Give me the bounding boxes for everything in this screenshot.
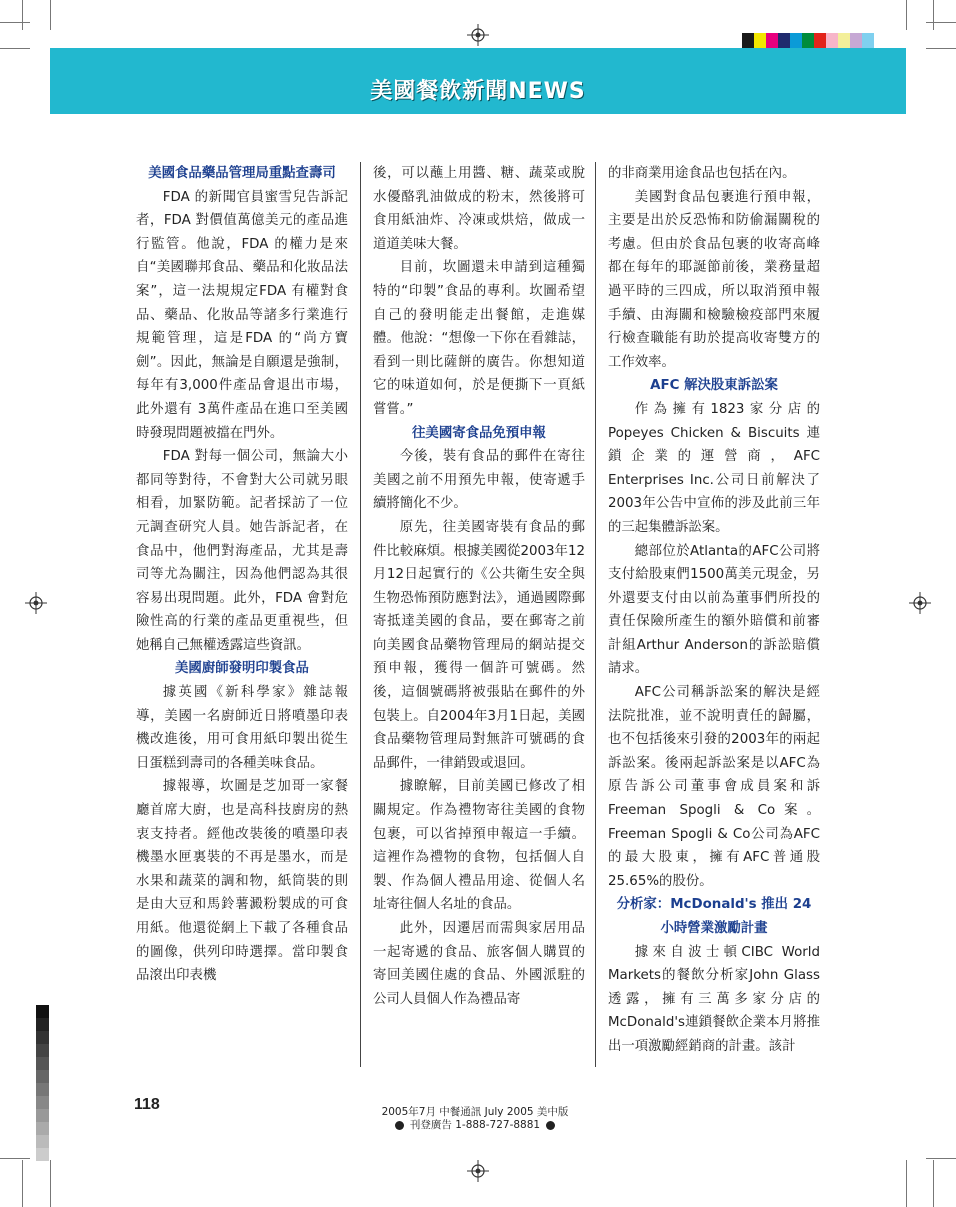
color-swatch <box>754 33 766 48</box>
article-paragraph: FDA 對每一個公司，無論大小都同等對待，不會對大公司就另眼相看，加緊防範。記者採訪了一位元調查研究人員。她告訴記者，在食品中，他們對海產品，尤其是壽司等尤為關注，因為他們認為其很容易出現問題。此外，FDA 會對危險性高的行業的產品更重視些，但她稱自己無權透露這些資訊。 <box>136 449 348 653</box>
gray-swatch <box>36 1148 49 1161</box>
column-divider <box>595 162 596 1067</box>
article-headline: 美國廚師發明印製食品 <box>175 661 309 677</box>
crop-mark <box>926 1158 956 1159</box>
article-column-2 <box>373 162 585 1011</box>
crop-mark <box>933 0 934 30</box>
article-column-1 <box>136 162 348 988</box>
crop-mark <box>926 48 956 49</box>
crop-mark <box>933 1160 934 1207</box>
gray-swatch <box>36 1031 49 1044</box>
registration-mark-icon <box>467 24 489 46</box>
article-paragraph: 目前，坎圖還未申請到這種獨特的“印製”食品的專利。坎圖希望自己的發明能走出餐館，走進媒體。他說：“想像一下你在看雜誌，看到一則比薩餅的廣告。你想知道它的味道如何，於是便撕下一頁紙嘗嘗。” <box>373 260 585 417</box>
article-headline: AFC 解決股東訴訟案 <box>650 378 778 394</box>
gray-swatch <box>36 1057 49 1070</box>
color-swatch <box>838 33 850 48</box>
color-swatch <box>766 33 778 48</box>
crop-mark <box>906 1160 907 1207</box>
article-paragraph: 原先，往美國寄裝有食品的郵件比較麻煩。根據美國從2003年12月12日起實行的《公共衛生安全與生物恐怖預防應對法》，通過國際郵寄抵達美國的食品，要在郵寄之前向美國食品藥物管理局的網站提交預申報，獲得一個許可號碼。然後，這個號碼將被張貼在郵件的外包裝上。自2004年3月1日起，美國食品藥物管理局對無許可號碼的食品郵件，一律銷毀或退回。 <box>373 519 585 771</box>
article-paragraph: 總部位於Atlanta的AFC公司將支付給股東們1500萬美元現金，另外還要支付由以前為董事們所投的責任保險所產生的額外賠償和前審計組Arthur Anderson的訴訟賠償請求。 <box>608 543 820 677</box>
article-paragraph: AFC公司稱訴訟案的解決是經法院批准，並不說明責任的歸屬，也不包括後來引發的2003年的兩起訴訟案。後兩起訴訟案是以AFC為原告訴公司董事會成員案和訴 Freeman Spogli & Co案。Freeman Spogli & Co公司為AFC的最大股東，擁有AFC普通股25.65%的股份。 <box>608 685 820 889</box>
footer-ad-line <box>330 1119 620 1132</box>
article-column-3 <box>608 162 820 1059</box>
section-title: 美國餐飲新聞NEWS <box>370 79 586 104</box>
article-paragraph: 據來自波士頓CIBC World Markets的餐飲分析家John Glass透露，擁有三萬多家分店的McDonald's連鎖餐飲企業本月將推出一項激勵經銷商的計畫。該計 <box>608 944 820 1054</box>
gray-swatch <box>36 1044 49 1057</box>
page-number: 118 <box>134 1096 160 1113</box>
registration-mark-icon <box>467 1160 489 1182</box>
gray-swatch <box>36 1122 49 1135</box>
color-swatch <box>790 33 802 48</box>
article-paragraph: 作為擁有1823家分店的Popeyes Chicken & Biscuits 連鎖企業的運營商，AFC Enterprises Inc.公司日前解決了2003年公告中宣佈的涉及此前三年的三起集體訴訟案。 <box>608 401 820 535</box>
color-swatch <box>826 33 838 48</box>
article-paragraph: 據英國《新科學家》雜誌報導，美國一名廚師近日將噴墨印表機改進後，用可食用紙印製出從生日蛋糕到壽司的各種美味食品。 <box>136 685 348 771</box>
grayscale-calibration-strip <box>36 1005 49 1161</box>
footer-ad-text: 刊登廣告 1-888-727-8881 <box>409 1119 541 1131</box>
footer-publication-line: 2005年7月 中餐通訊 July 2005 美中版 <box>381 1106 569 1118</box>
bullet-icon <box>546 1121 555 1130</box>
registration-mark-icon <box>909 592 931 614</box>
gray-swatch <box>36 1083 49 1096</box>
article-paragraph: 此外，因遷居而需與家居用品一起寄遞的食品、旅客個人購買的寄回美國住處的食品、外國派駐的公司人員個人作為禮品寄 <box>373 921 585 1007</box>
gray-swatch <box>36 1135 49 1148</box>
article-paragraph: 據報導，坎圖是芝加哥一家餐廳首席大廚，也是高科技廚房的熱衷支持者。經他改裝後的噴墨印表機墨水匣裏裝的不再是墨水，而是水果和蔬菜的調和物，紙筒裝的則是由大豆和馬鈴薯澱粉製成的可食用紙。他還從網上下載了各種食品的圖像，供列印時選擇。當印製食品滾出印表機 <box>136 779 348 984</box>
color-swatch <box>802 33 814 48</box>
article-paragraph: 今後，裝有食品的郵件在寄往美國之前不用預先申報，使寄遞手續將簡化不少。 <box>373 449 585 512</box>
crop-mark <box>50 0 51 30</box>
article-headline: 分析家：McDonald's 推出 24 小時營業激勵計畫 <box>616 897 812 936</box>
article-paragraph: 的非商業用途食品也包括在內。 <box>608 166 796 181</box>
color-swatch <box>814 33 826 48</box>
crop-mark <box>906 0 907 30</box>
crop-mark <box>0 48 30 49</box>
article-headline: 往美國寄食品免預申報 <box>412 425 546 441</box>
column-divider <box>360 162 361 1067</box>
article-paragraph: 美國對食品包裹進行預申報，主要是出於反恐怖和防偷漏關稅的考慮。但由於食品包裹的收寄高峰都在每年的耶誕節前後，業務量超過平時的三四成，所以取消預申報手續、由海關和檢驗檢疫部門來履行檢查職能有助於提高收寄雙方的工作效率。 <box>608 189 820 370</box>
bullet-icon <box>395 1121 404 1130</box>
gray-swatch <box>36 1096 49 1109</box>
crop-mark <box>22 0 23 30</box>
header-banner <box>50 48 906 114</box>
color-swatch <box>850 33 862 48</box>
gray-swatch <box>36 1070 49 1083</box>
crop-mark <box>22 1160 23 1207</box>
gray-swatch <box>36 1109 49 1122</box>
gray-swatch <box>36 1018 49 1031</box>
article-paragraph: 後，可以蘸上用醬、糖、蔬菜或脫水優酪乳油做成的粉末，然後將可食用紙油炸、冷凍或烘焙，做成一道道美味大餐。 <box>373 166 585 252</box>
crop-mark <box>0 1158 30 1159</box>
crop-mark <box>0 22 30 23</box>
registration-mark-icon <box>25 592 47 614</box>
crop-mark <box>50 1160 51 1207</box>
color-swatch <box>778 33 790 48</box>
article-paragraph: 據瞭解，目前美國已修改了相關規定。作為禮物寄往美國的食物包裹，可以省掉預申報這一手續。這裡作為禮物的食物，包括個人自製、作為個人禮品用途、從個人名址寄往個人名址的食品。 <box>373 779 585 913</box>
article-paragraph: FDA 的新聞官員蜜雪兒告訴記者，FDA 對價值萬億美元的產品進行監管。他說，FDA 的權力是來自“美國聯邦食品、藥品和化妝品法案”，這一法規規定FDA 有權對食品、藥品、化妝品等諸多行業進行規範管理，這是FDA 的“尚方寶劍”。因此，無論是自願還是強制，每年有3,000件產品會退出市場，此外還有 3萬件產品在進口至美國時發現問題被擋在門外。 <box>136 189 348 441</box>
color-swatch <box>742 33 754 48</box>
color-calibration-bar <box>742 33 874 48</box>
color-swatch <box>862 33 874 48</box>
gray-swatch <box>36 1005 49 1018</box>
article-headline: 美國食品藥品管理局重點查壽司 <box>148 166 336 181</box>
crop-mark <box>926 22 956 23</box>
